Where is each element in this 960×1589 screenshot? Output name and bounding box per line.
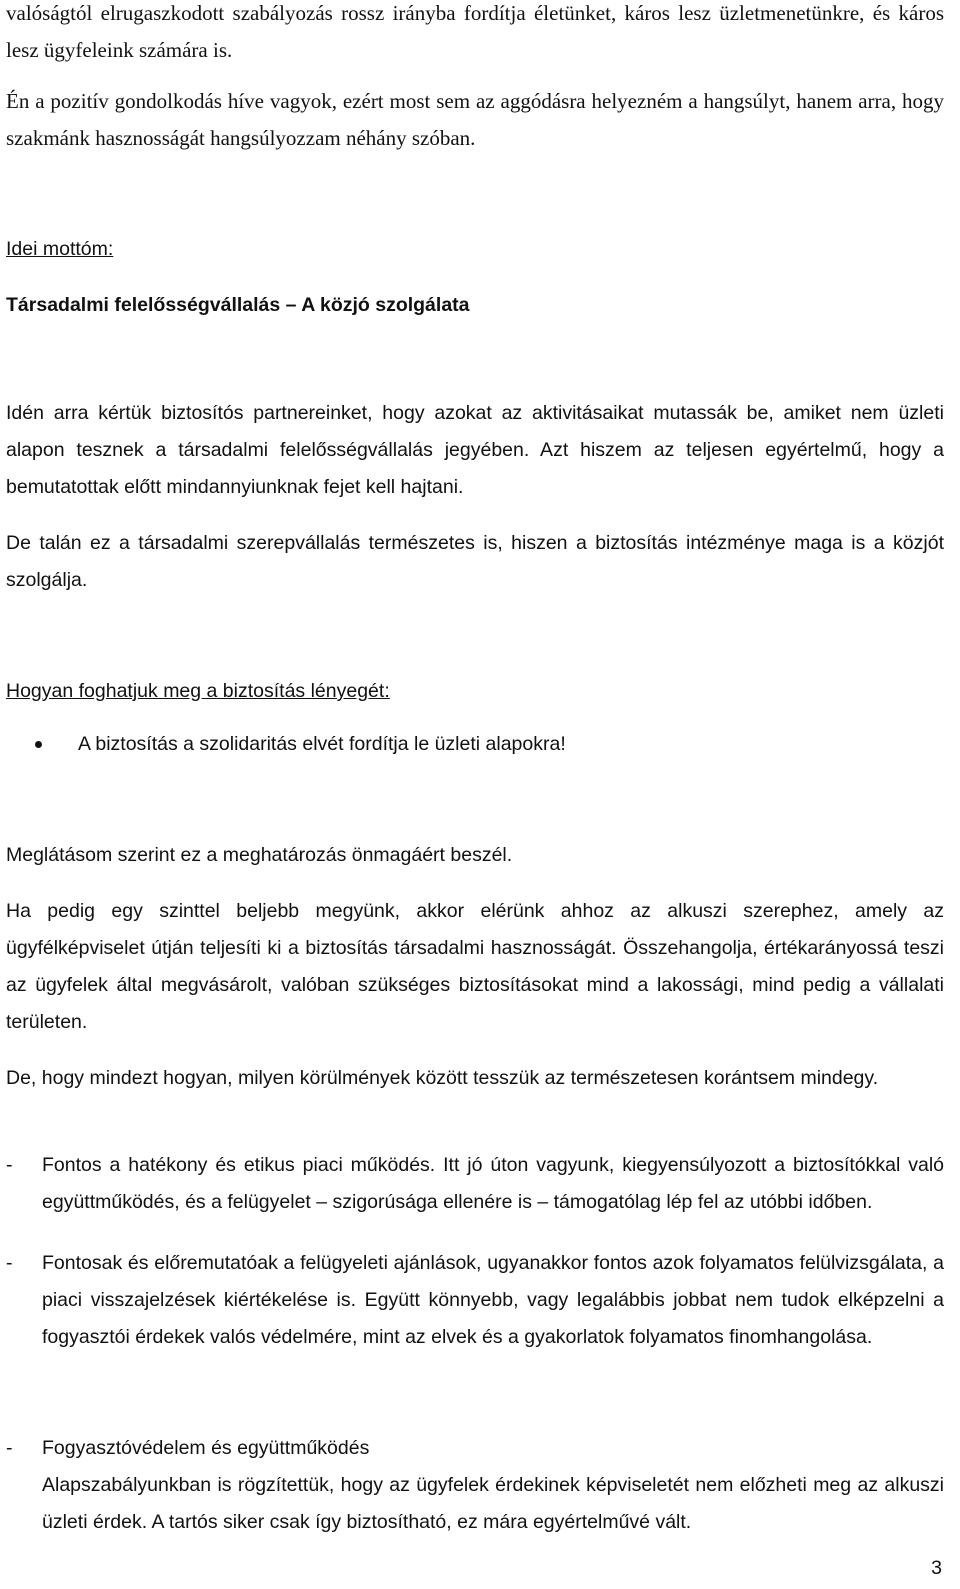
paragraph-broker-role: Ha pedig egy szinttel beljebb megyünk, akkor elérünk ahhoz az alkuszi szerephez, amely az ügyfélképviselet útján teljesíti ki a biztosítás társadalmi hasznosságát. Összehangolja, értékarányossá teszi az ügyfelek által megvásárolt, valóban szükséges biztosításokat mind a lakossági, mind pedig a vállalati területen. [6, 900, 944, 1033]
dash-item-text: Fontosak és előremutatóak a felügyeleti ajánlások, ugyanakkor fontos azok folyamatos felülvizsgálata, a piaci visszajelzések kiértékelése is. Együtt könnyebb, vagy legalábbis jobbat nem tudok elképzelni a fogyasztói érdekek valós védelmére, mint az elvek és a gyakorlatok folyamatos finomhangolása. [42, 1252, 944, 1348]
dash-marker: - [6, 1252, 13, 1274]
page-number: 3 [931, 1557, 942, 1579]
motto-heading: Társadalmi felelősségvállalás – A közjó szolgálata [6, 294, 470, 316]
paragraph-how-matters: De, hogy mindezt hogyan, milyen körülmények között tesszük az természetesen korántsem mindegy. [6, 1067, 879, 1089]
dash-item-content [42, 1430, 944, 1541]
dash-marker: - [6, 1437, 13, 1459]
paragraph-intro-continuation: valóságtól elrugaszkodott szabályozás rossz irányba fordítja életünket, káros lesz üzletmenetünkre, és káros lesz ügyfeleink számára is. [6, 1, 944, 62]
list-item [6, 1245, 944, 1393]
bullet-text: A biztosítás a szolidaritás elvét fordítja le üzleti alapokra! [78, 733, 566, 755]
dash-item-text: Alapszabályunkban is rögzítettük, hogy az ügyfelek érdekinek képviseletét nem előzheti meg az alkuszi üzleti érdek. A tartós siker csak így biztosítható, ez mára egyértelművé vált. [42, 1474, 944, 1533]
list-item [6, 726, 944, 763]
essence-label: Hogyan foghatjuk meg a biztosítás lényegét: [6, 680, 390, 702]
dash-item-heading: Fogyasztóvédelem és együttműködés [42, 1437, 370, 1459]
paragraph-positive-thinking: Én a pozitív gondolkodás híve vagyok, ezért most sem az aggódásra helyezném a hangsúlyt, hanem arra, hogy szakmánk hasznosságát hangsúlyozzam néhány szóban. [6, 89, 944, 150]
motto-label: Idei mottóm: [6, 238, 114, 260]
list-item [6, 1147, 944, 1258]
list-item [6, 1430, 944, 1578]
bullet-icon [35, 741, 42, 748]
paragraph-partners-request: Idén arra kértük biztosítós partnereinket, hogy azokat az aktivitásaikat mutassák be, amiket nem üzleti alapon tesznek a társadalmi felelősségvállalás jegyében. Azt hiszem az teljesen egyértelmű, hogy a bemutatottak előtt mindannyiunknak fejet kell hajtani. [6, 402, 944, 498]
dash-item-text: Fontos a hatékony és etikus piaci működés. Itt jó úton vagyunk, kiegyensúlyozott a biztosítókkal való együttműködés, és a felügyelet – szigorúsága ellenére is – támogatólag lép fel az utóbbi időben. [42, 1154, 944, 1213]
paragraph-self-explanatory: Meglátásom szerint ez a meghatározás önmagáért beszél. [6, 844, 513, 866]
paragraph-natural-role: De talán ez a társadalmi szerepvállalás természetes is, hiszen a biztosítás intézménye maga is a közjót szolgálja. [6, 532, 944, 591]
dash-marker: - [6, 1154, 13, 1176]
